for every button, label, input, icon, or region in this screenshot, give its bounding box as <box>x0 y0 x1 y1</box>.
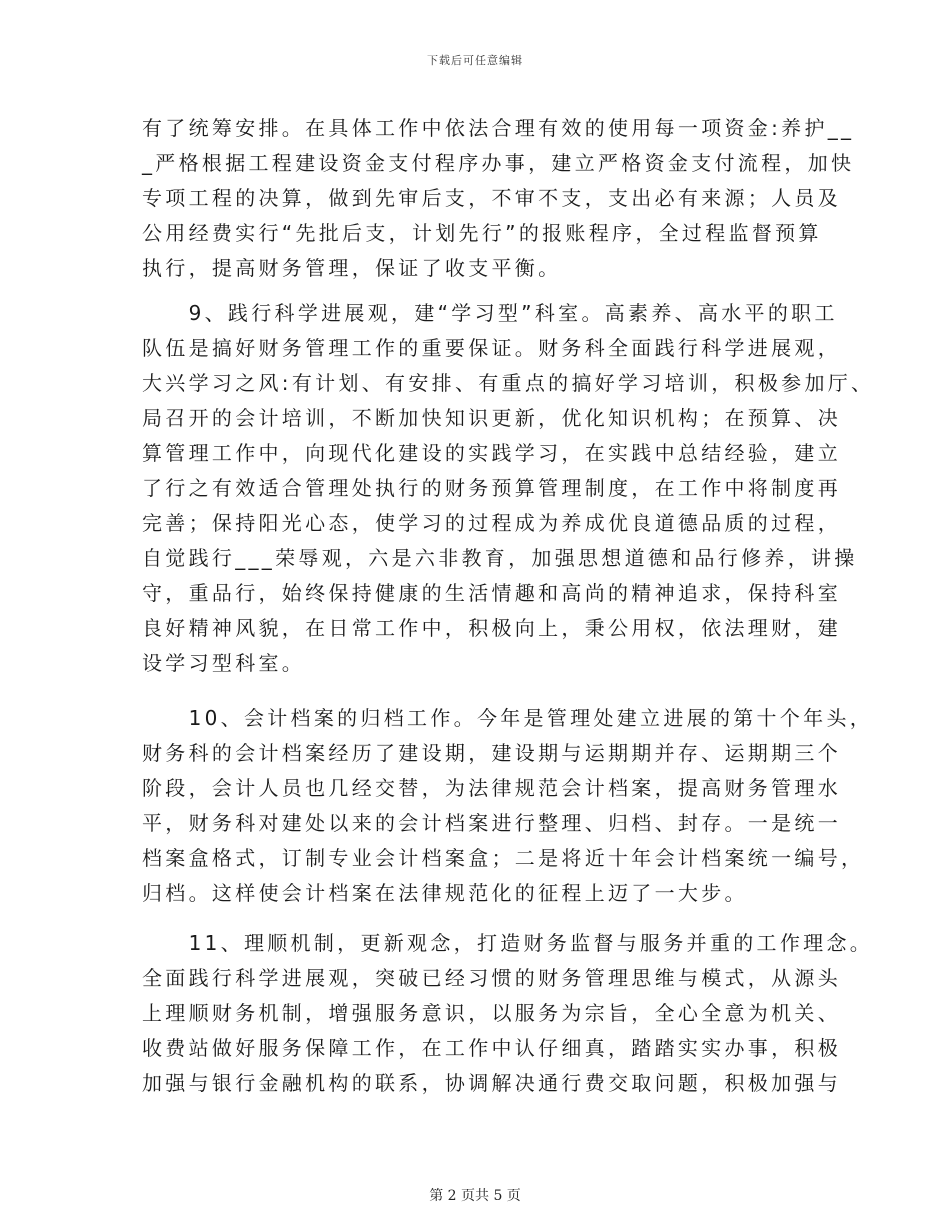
page-header: 下载后可任意编辑 <box>427 54 523 67</box>
body-line: _严格根据工程建设资金支付程序办事，建立严格资金支付流程，加快 <box>142 151 855 175</box>
body-line: 执行，提高财务管理，保证了收支平衡。 <box>142 256 562 280</box>
body-line: 阶段，会计人员也几经交替，为法律规范会计档案，提高财务管理水 <box>142 776 841 800</box>
body-line: 归档。这样使会计档案在法律规范化的征程上迈了一大步。 <box>142 881 748 905</box>
body-line: 算管理工作中，向现代化建设的实践学习，在实践中总结经验，建立 <box>142 441 841 465</box>
body-line: 设学习型科室。 <box>142 651 306 675</box>
body-line: 档案盒格式，订制专业会计档案盒；二是将近十年会计档案统一编号， <box>142 846 865 870</box>
body-line: 队伍是搞好财务管理工作的重要保证。财务科全面践行科学进展观， <box>142 336 841 360</box>
body-line: 上理顺财务机制，增强服务意识，以服务为宗旨，全心全意为机关、 <box>142 1001 841 1025</box>
body-line: 专项工程的决算，做到先审后支，不审不支，支出必有来源；人员及 <box>142 186 841 210</box>
page-footer: 第 2 页共 5 页 <box>429 1188 521 1204</box>
body-line: 良好精神风貌，在日常工作中，积极向上，秉公用权，依法理财，建 <box>142 616 841 640</box>
body-line: 11、理顺机制，更新观念，打造财务监督与服务并重的工作理念。 <box>142 931 874 955</box>
body-line: 平，财务科对建处以来的会计档案进行整理、归档、封存。一是统一 <box>142 811 841 835</box>
body-line: 完善；保持阳光心态，使学习的过程成为养成优良道德品质的过程， <box>142 511 841 535</box>
body-line: 守，重品行，始终保持健康的生活情趣和高尚的精神追求，保持科室 <box>142 581 841 605</box>
body-line: 收费站做好服务保障工作，在工作中认仔细真，踏踏实实办事，积极 <box>142 1036 841 1060</box>
body-line: 大兴学习之风:有计划、有安排、有重点的搞好学习培训，积极参加厅、 <box>142 371 875 395</box>
body-line: 10、会计档案的归档工作。今年是管理处建立进展的第十个年头， <box>142 706 874 730</box>
body-line: 公用经费实行“先批后支，计划先行”的报账程序，全过程监督预算 <box>142 221 822 245</box>
body-line: 自觉践行___荣辱观，六是六非教育，加强思想道德和品行修养，讲操 <box>142 546 858 570</box>
body-line: 加强与银行金融机构的联系，协调解决通行费交取问题，积极加强与 <box>142 1071 841 1095</box>
body-line: 有了统筹安排。在具体工作中依法合理有效的使用每一项资金:养护__ <box>142 116 855 140</box>
body-line: 财务科的会计档案经历了建设期，建设期与运期期并存、运期期三个 <box>142 741 841 765</box>
body-line: 局召开的会计培训，不断加快知识更新，优化知识机构；在预算、决 <box>142 406 841 430</box>
body-line: 9、践行科学进展观，建“学习型”科室。高素养、高水平的职工 <box>142 301 838 325</box>
body-line: 了行之有效适合管理处执行的财务预算管理制度，在工作中将制度再 <box>142 476 841 500</box>
body-line: 全面践行科学进展观，突破已经习惯的财务管理思维与模式，从源头 <box>142 966 841 990</box>
